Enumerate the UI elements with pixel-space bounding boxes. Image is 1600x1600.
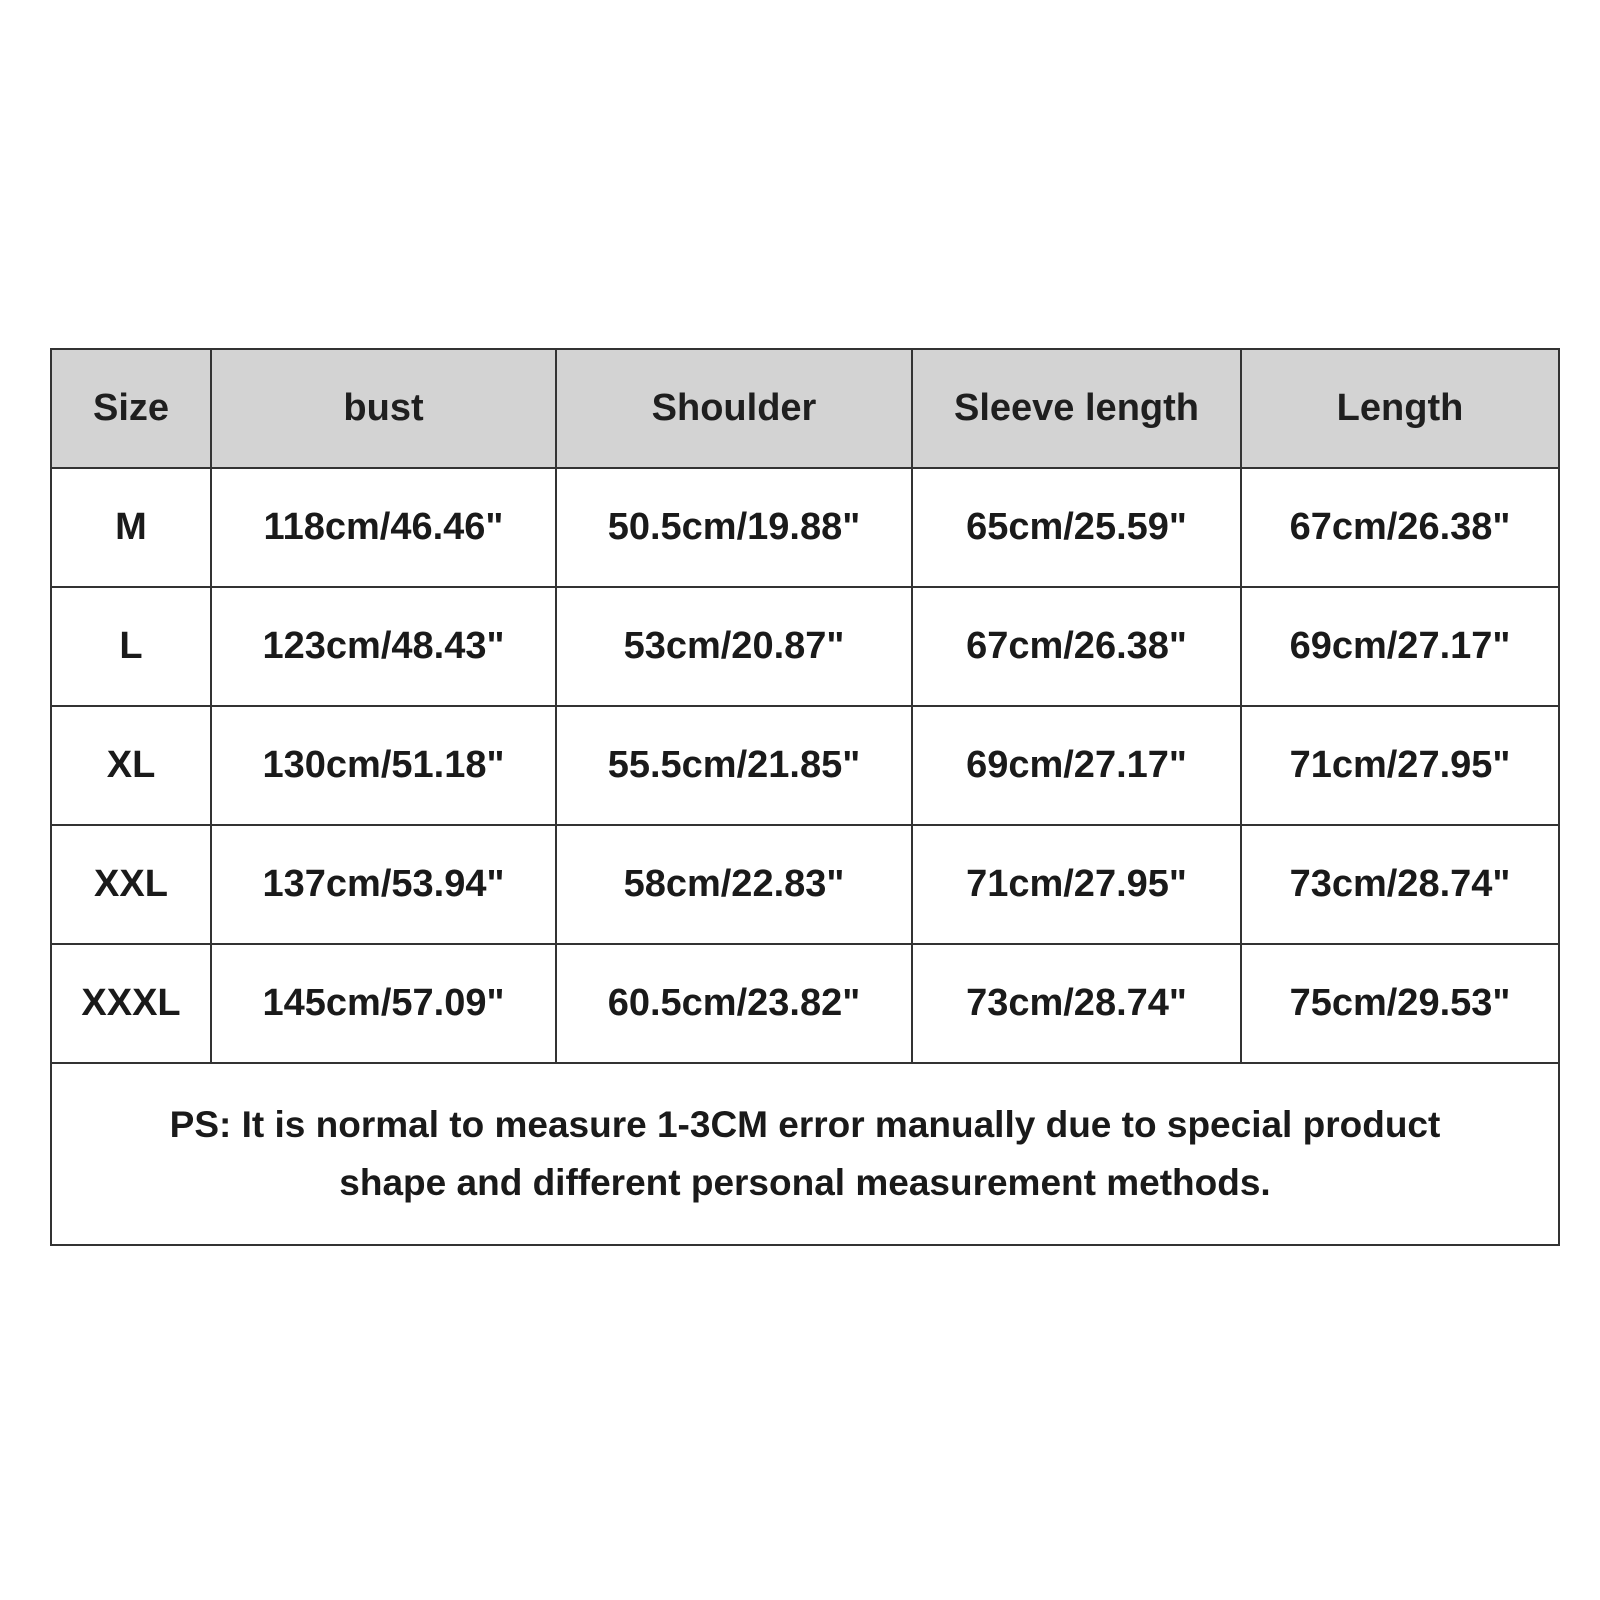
shoulder-cell: 53cm/20.87" [556,587,912,706]
size-cell: XXL [51,825,211,944]
length-cell: 69cm/27.17" [1241,587,1559,706]
size-cell: XXXL [51,944,211,1063]
bust-cell: 137cm/53.94" [211,825,556,944]
bust-cell: 145cm/57.09" [211,944,556,1063]
table-body [51,468,1559,1245]
header-length: Length [1241,349,1559,468]
shoulder-cell: 58cm/22.83" [556,825,912,944]
size-cell: L [51,587,211,706]
note-row [51,1063,1559,1245]
bust-cell: 123cm/48.43" [211,587,556,706]
sleeve-length-cell: 73cm/28.74" [912,944,1241,1063]
size-cell: XL [51,706,211,825]
bust-cell: 118cm/46.46" [211,468,556,587]
header-sleeve-length: Sleeve length [912,349,1241,468]
table-header [51,349,1559,468]
table-row [51,825,1559,944]
length-cell: 75cm/29.53" [1241,944,1559,1063]
note-line-1: PS: It is normal to measure 1-3CM error manually due to special product [169,1104,1441,1145]
header-bust: bust [211,349,556,468]
sleeve-length-cell: 65cm/25.59" [912,468,1241,587]
size-cell: M [51,468,211,587]
table-row [51,706,1559,825]
sleeve-length-cell: 67cm/26.38" [912,587,1241,706]
shoulder-cell: 55.5cm/21.85" [556,706,912,825]
sleeve-length-cell: 69cm/27.17" [912,706,1241,825]
header-shoulder: Shoulder [556,349,912,468]
bust-cell: 130cm/51.18" [211,706,556,825]
table-row [51,944,1559,1063]
length-cell: 71cm/27.95" [1241,706,1559,825]
header-row [51,349,1559,468]
measurement-note [51,1063,1559,1245]
note-line-2: shape and different personal measurement methods. [339,1162,1271,1203]
shoulder-cell: 50.5cm/19.88" [556,468,912,587]
length-cell: 67cm/26.38" [1241,468,1559,587]
table-row [51,468,1559,587]
table-row [51,587,1559,706]
shoulder-cell: 60.5cm/23.82" [556,944,912,1063]
size-chart-table [50,348,1560,1246]
sleeve-length-cell: 71cm/27.95" [912,825,1241,944]
header-size: Size [51,349,211,468]
length-cell: 73cm/28.74" [1241,825,1559,944]
